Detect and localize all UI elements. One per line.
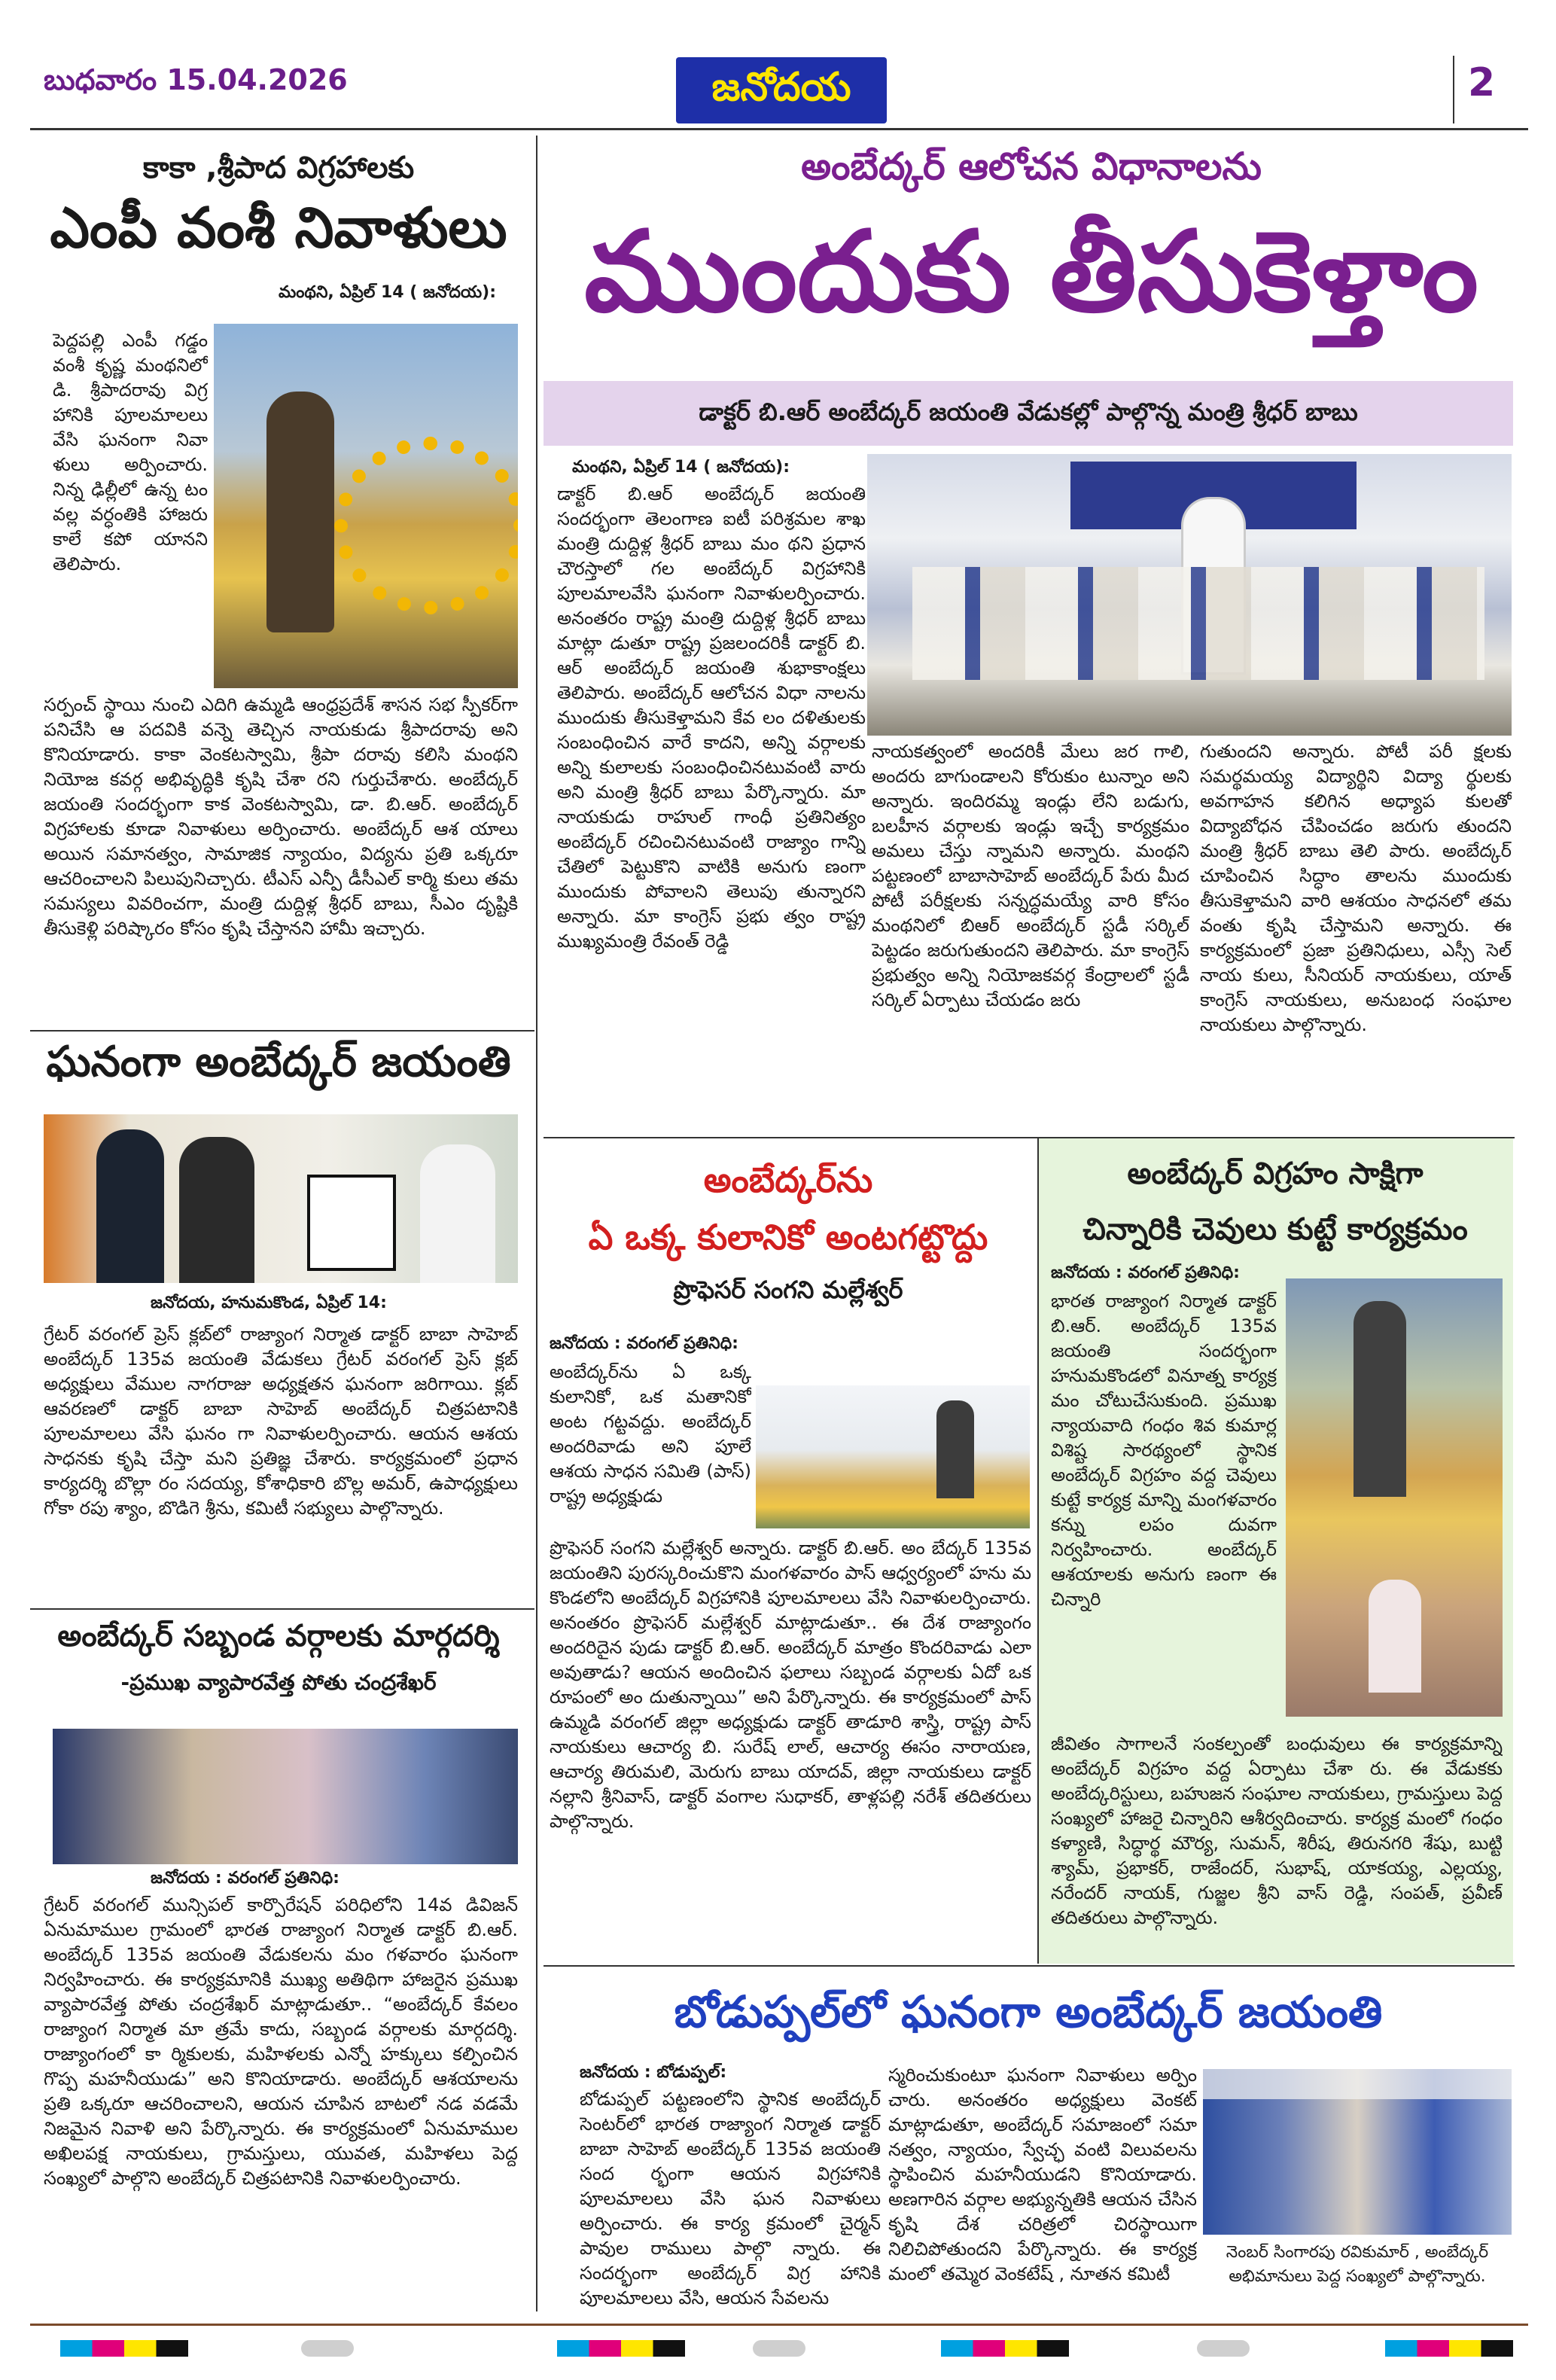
article-kicker: కాకా ,శ్రీపాద విగ్రహాలకు	[142, 151, 415, 185]
lead-body-col3: గుతుందని అన్నారు. పోటీ పరీ క్షలకు సమర్థమయ్య విద్యార్థిని విద్యా ర్థులకు అవగాహన కలిగిన అధ్యాప కులతో విద్యాబోధన చేపించడం జరుగు తుందని మంత్రి శ్రీధర్ బాబు తెలి పారు. అంబేద్కర్ చూపించిన సిద్ధాం తాలను ముందుకు తీసుకెళ్తామని వారి ఆశయం సాధనలో తమ వంతు కృషి చేస్తామని అన్నారు. ఈ కార్యక్రమంలో ప్రజా ప్రతినిధులు, ఎస్సీ సెల్ నాయ కులు, సీనియర్ నాయకులు, యాత్ కాంగ్రెస్ నాయకులు, అనుబంధ సంఘాల నాయకులు పాల్గొన్నారు.	[1200, 741, 1512, 1035]
issue-date: బుధవారం 15.04.2026	[44, 63, 348, 96]
lead-strap-text: డాక్టర్ బి.ఆర్ అంబేద్కర్ జయంతి వేడుకల్లో పాల్గొన్న మంత్రి శ్రీధర్ బాబు	[699, 398, 1358, 426]
registration-mark	[1197, 2340, 1250, 2357]
lead-dateline: మంథని, ఏప్రిల్ 14 ( జనోదయ):	[572, 458, 790, 477]
article-headline: బోడుప్పల్‌లో ఘనంగా అంబేద్కర్ జయంతి	[674, 1986, 1383, 2037]
masthead-logo	[676, 57, 887, 123]
photo-minister-speaking	[867, 454, 1512, 736]
page-number-divider	[1453, 56, 1454, 123]
statue-figure	[1354, 1301, 1406, 1497]
child-figure	[1369, 1580, 1421, 1693]
seated-row	[912, 567, 1484, 680]
article-headline: చిన్నారికి చెవులు కుట్టే కార్యక్రమం	[1083, 1212, 1468, 1247]
article-kicker: అంబేద్కర్ విగ్రహం సాక్షిగా	[1127, 1156, 1424, 1191]
rule-bottom-section	[544, 1965, 1515, 1967]
article-dateline: జనోదయ : వరంగల్ ప్రతినిధి:	[550, 1334, 738, 1353]
color-bar-mid-left	[557, 2340, 685, 2357]
article-body: గ్రేటర్ వరంగల్ మున్సిపల్ కార్పొరేషన్ పరిధిలోని 14వ డివిజన్ ఏనుమాముల గ్రామంలో భారత రాజ్యాంగ నిర్మాత డాక్టర్ బి.ఆర్. అంబేద్కర్ 135వ జయంతి వేడుకలను మం గళవారం ఘనంగా నిర్వహించారు. ఈ కార్యక్రమానికి ముఖ్య అతిథిగా హాజరైన ప్రముఖ వ్యాపారవేత్త పోతు చంద్రశేఖర్ మాట్లాడుతూ.. “అంబేద్కర్ కేవలం రాజ్యాంగ నిర్మాత మా త్రమే కాదు, సబ్బండ వర్గాలకు మార్గదర్శి. రాజ్యాంగంలో కా ర్మికులకు, మహిళలకు ఎన్నో హక్కులు కల్పించిన గొప్ప మహనీయుడు” అని కొనియాడారు. అంబేద్కర్ ఆశయాలను ప్రతి ఒక్కరూ ఆచరించాలని, ఆయన చూపిన బాటలో నడ వడమే నిజమైన నివాళి అని పేర్కొన్నారు. ఈ కార్యక్రమంలో ఏనుమాముల అఖిలపక్ష నాయకులు, గ్రామస్తులు, యువత, మహిళలు పెద్ద సంఖ్యలో పాల్గొని అంబేద్కర్ చిత్రపటానికి నివాళులర్పించారు.	[44, 1894, 518, 2189]
article-body-p1: అంబేద్కర్‌ను ఏ ఒక్క కులానికో, ఒక మతానికో అంట గట్టవద్దు. అంబేద్కర్ అందరివాడు అని పూలే ఆశయ సాధన సమితి (పాస్) రాష్ట్ర అధ్యక్షుడు	[550, 1361, 751, 1507]
statue-figure	[266, 392, 334, 632]
article-body-col1: బోడుప్పల్ పట్టణంలోని స్థానిక అంబేద్కర్ సెంటర్‌లో భారత రాజ్యాంగ నిర్మాత డాక్టర్ బాబా సాహెబ్ అంబేద్కర్ 135వ జయంతి సంద ర్భంగా ఆయన విగ్రహానికి పూలమాలలు వేసి ఘన నివాళులు అర్పించారు. ఈ కార్య క్రమంలో చైర్మన్ పావుల రాములు పాల్గొ న్నారు. ఈ సందర్భంగా అంబేద్కర్ విగ్ర హానికి పూలమాలలు వేసి, ఆయన సేవలను	[580, 2089, 881, 2308]
rule-a3	[30, 1608, 534, 1610]
masthead-title: జనోదయ	[711, 65, 851, 110]
banner	[1203, 2069, 1512, 2099]
photo-press-club-tribute	[44, 1114, 518, 1283]
person-2	[179, 1137, 254, 1283]
article-headline: ఏ ఒక్క కులానికో అంటగట్టొద్దు	[588, 1217, 988, 1257]
footer-rule	[30, 2324, 1528, 2326]
garland	[334, 437, 518, 614]
statue-figure	[936, 1400, 974, 1498]
article-kicker: అంబేద్కర్‌ను	[703, 1160, 873, 1200]
article-body-p2: ప్రొఫెసర్ సంగని మల్లేశ్వర్ అన్నారు. డాక్టర్ బి.ఆర్. అం బేద్కర్ 135వ జయంతిని పురస్కరించుకొని మంగళవారం పాస్ ఆధ్వర్యంలో హను మ కొండలోని అంబేద్కర్ విగ్రహానికి పూలమాలలు వేసి నివాళులర్పించారు. అనంతరం ప్రొఫెసర్ మల్లేశ్వర్ మాట్లాడుతూ.. ఈ దేశ రాజ్యాంగం అందరిదైన పుడు డాక్టర్ బి.ఆర్. అంబేద్కర్ మాత్రం కొందరివాడు ఎలా అవుతాడు? ఆయన అందించిన ఫలాలు సబ్బండ వర్గాలకు ఏదో ఒక రూపంలో అం దుతున్నాయి” అని పేర్కొన్నారు. ఈ కార్యక్రమంలో పాస్ ఉమ్మడి వరంగల్ జిల్లా అధ్యక్షుడు డాక్టర్ తాడూరి శాస్త్రి, రాష్ట్ర పాస్ నాయకులు ఆచార్య బి. సురేష్ లాల్, ఆచార్య ఈసం నారాయణ, ఆచార్య తిరుమలి, మెరుగు బాబు యాదవ్, జిల్లా నాయకులు డాక్టర్ నల్లాని శ్రీనివాస్, డాక్టర్ వంగాల సుధాకర్, తాళ్లపల్లి నరేశ్ తదితరులు పాల్గొన్నారు.	[550, 1537, 1031, 1832]
article-dateline: మంథని, ఏప్రిల్ 14 ( జనోదయ):	[279, 283, 497, 302]
article-dateline: జనోదయ, హనుమకొండ, ఏప్రిల్ 14:	[151, 1294, 387, 1312]
photo-caption: నెంబర్ సింగారపు రవికుమార్ , అంబేద్కర్ అభిమానులు పెద్ద సంఖ్యలో పాల్గొన్నారు.	[1226, 2243, 1489, 2286]
article-subhead: -ప్రముఖ వ్యాపారవేత్త పోతు చంద్రశేఖర్	[120, 1670, 437, 1695]
article-dateline: జనోదయ : బోడుప్పల్:	[580, 2063, 727, 2082]
lead-kicker: అంబేద్కర్ ఆలోచన విధానాలను	[801, 145, 1262, 188]
article-body-p2: జీవితం సాగాలనే సంకల్పంతో బంధువులు ఈ కార్యక్రమాన్ని అంబేద్కర్ విగ్రహం వద్ద ఏర్పాటు చేశా రు. ఈ వేడుకకు అంబేద్కరిస్టులు, బహుజన సంఘాల నాయకులు, గ్రామస్తులు పెద్ద సంఖ్యలో హాజరై చిన్నారిని ఆశీర్వదించారు. కార్యక్ర మంలో గంధం కళ్యాణి, సిద్ధార్థ మౌర్య, సుమన్, శిరీష, తిరునగరి శేషు, బుట్టి శ్యామ్, ప్రభాకర్, రాజేందర్, సుభాష్, యాకయ్య, ఎల్లయ్య, నరేందర్ నాయక్, గుజ్జల శ్రీని వాస్ రెడ్డి, సంపత్, ప్రవీణ్ తదితరులు పాల్గొన్నారు.	[1051, 1733, 1503, 1928]
article-body-p2: సర్పంచ్ స్థాయి నుంచి ఎదిగి ఉమ్మడి ఆంధ్రప్రదేశ్ శాసన సభ స్పీకర్‌గా పనిచేసి ఆ పదవికి వన్నె తెచ్చిన నాయకుడు శ్రీపాదరావు అని కొనియాడారు. కాకా వెంకటస్వామి, శ్రీపా దరావు కలిసి మంథని నియోజ కవర్గ అభివృద్ధికి కృషి చేశా రని గుర్తుచేశారు. అంబేద్కర్ జయంతి సందర్భంగా కాక వెంకటస్వామి, డా. బి.ఆర్. అంబేద్కర్ విగ్రహాలకు కూడా నివాళులు అర్పించారు. అంబేద్కర్ ఆశ యాలు అయిన సమానత్వం, సామాజిక న్యాయం, విద్యను ప్రతి ఒక్కరూ ఆచరించాలని పిలుపునిచ్చారు. టీఎస్ ఎన్పీ డీసీఎల్ కార్మి కులు తమ సమస్యలు వివరించగా, మంత్రి దుద్దిళ్ల శ్రీధర్ బాబు, సీఎం దృష్టికి తీసుకెళ్లి పరిష్కారం కోసం కృషి చేస్తానని హామీ ఇచ్చారు.	[44, 694, 518, 939]
article-dateline: జనోదయ : వరంగల్ ప్రతినిధి:	[151, 1869, 340, 1888]
color-bar-mid-right	[941, 2340, 1069, 2357]
article-headline: ఘనంగా అంబేద్కర్ జయంతి	[46, 1038, 511, 1086]
lead-strap	[544, 381, 1513, 446]
person-1	[96, 1129, 164, 1283]
portrait-frame	[307, 1175, 396, 1271]
lead-body-col2: నాయకత్వంలో అందరికీ మేలు జర గాలి, అందరు బాగుండాలని కోరుకుం టున్నాం అని అన్నారు. ఇందిరమ్మ ఇండ్లు లేని బడుగు, బలహీన వర్గాలకు ఇండ్లు ఇచ్చే కార్యక్రమం అమలు చేస్తు న్నామని అన్నారు. మంథని పట్టణంలో బాబాసాహెబ్ అంబేద్కర్ పేరు మీద పోటీ పరీక్షలకు సన్నద్ధమయ్యే వారి కోసం మంథనిలో బిఆర్ అంబేద్కర్ స్టడీ సర్కిల్ పెట్టడం జరుగుతుందని తెలిపారు. మా కాంగ్రెస్ ప్రభుత్వం అన్ని నియోజకవర్గ కేంద్రాలలో స్టడీ సర్కిల్ ఏర్పాటు చేయడం జరు	[872, 741, 1189, 1010]
registration-mark	[301, 2340, 354, 2357]
photo-mp-garlanding-statue	[214, 324, 518, 688]
registration-mark	[753, 2340, 805, 2357]
article-body: గ్రేటర్ వరంగల్ ప్రెస్ క్లబ్‌లో రాజ్యాంగ నిర్మాత డాక్టర్ బాబా సాహెబ్ అంబేద్కర్ 135వ జయంతి వేడుకలు గ్రేటర్ వరంగల్ ప్రెస్ క్లబ్ అధ్యక్షులు వేముల నాగరాజు అధ్యక్షతన ఘనంగా జరిగాయి. క్లబ్ ఆవరణలో డాక్టర్ బాబా సాహెబ్ అంబేద్కర్ చిత్రపటానికి పూలమాలలు వేసి ఘనం గా నివాళులర్పించారు. ఆయన ఆశయ సాధనకు కృషి చేస్తా మని ప్రతిజ్ఞ చేశారు. కార్యక్రమంలో ప్రధాన కార్యదర్శి బొల్లా రం సదయ్య, కోశాధికారి బొల్ల అమర్, ఉపాధ్యక్షులు గోకా రపు శ్యాం, బొడిగె శ్రీను, కమిటీ సభ్యులు పాల్గొన్నారు.	[44, 1324, 518, 1519]
header-rule	[30, 128, 1528, 130]
article-body-p1: భారత రాజ్యాంగ నిర్మాత డాక్టర్ బి.ఆర్. అంబేద్కర్ 135వ జయంతి సందర్భంగా హనుమకొండలో వినూత్న కార్యక్ర మం చోటుచేసుకుంది. ప్రముఖ న్యాయవాది గంధం శివ కుమార్ల విశిష్ట సారథ్యంలో స్థానిక అంబేద్కర్ విగ్రహం వద్ద చెవులు కుట్టే కార్యక్ర మాన్ని మంగళవారం కన్ను లపం దువగా నిర్వహించారు. అంబేద్కర్ ఆశయాలకు అనుగు ణంగా ఈ చిన్నారి	[1051, 1291, 1277, 1610]
photo-boduppal-gathering	[1203, 2069, 1512, 2235]
photo-enumamula-event	[53, 1729, 518, 1864]
lead-body-col1: డాక్టర్ బి.ఆర్ అంబేద్కర్ జయంతి సందర్భంగా తెలంగాణ ఐటీ పరిశ్రమల శాఖ మంత్రి దుద్దిళ్ల శ్రీధర్ బాబు మం థని ప్రధాన చౌరస్తాలో గల అంబేద్కర్ విగ్రహానికి పూలమాలవేసి ఘనంగా నివాళులర్పించారు. అనంతరం రాష్ట్ర మంత్రి దుద్దిళ్ల శ్రీధర్ బాబు మాట్లా డుతూ రాష్ట్ర ప్రజలందరికీ డాక్టర్ బి. ఆర్ అంబేద్కర్ జయంతి శుభాకాంక్షలు తెలిపారు. అంబేద్కర్ ఆలోచన విధా నాలను ముందుకు తీసుకెళ్తామని కేవ లం దళితులకు సంబంధించిన వారే కాదని, అన్ని వర్గాలకు అన్ని కులాలకు సంబంధించినటువంటి వారు అని మంత్రి శ్రీధర్ బాబు పేర్కొన్నారు. మా నాయకుడు రాహుల్ గాంధీ ప్రతినిత్యం అంబేద్కర్ రచించినటువంటి రాజ్యాం గాన్ని చేతిలో పెట్టుకొని వాటికి అనుగు ణంగా ముందుకు పోవాలని తెలుపు తున్నారని అన్నారు. మా కాంగ్రెస్ ప్రభు త్వం రాష్ట్ర ముఖ్యమంత్రి రేవంత్ రెడ్డి	[557, 483, 866, 952]
lead-headline: ముందుకు తీసుకెళ్తాం	[584, 207, 1478, 337]
article-headline: అంబేద్కర్ సబ్బండ వర్గాలకు మార్గదర్శి	[57, 1619, 500, 1653]
person-3	[420, 1144, 495, 1283]
article-dateline: జనోదయ : వరంగల్ ప్రతినిధి:	[1051, 1263, 1240, 1282]
photo-ear-piercing-ceremony	[1286, 1278, 1503, 1717]
article-body-col2: స్మరించుకుంటూ ఘనంగా నివాళులు అర్పిం చారు. అనంతరం అధ్యక్షులు వెంకట్ మాట్లాడుతూ, అంబేద్కర్ సమాజంలో సమా నత్వం, న్యాయం, స్వేచ్ఛ వంటి విలువలను స్థాపించిన మహనీయుడని కొనియాడారు. అణగారిన వర్గాల అభ్యున్నతికి ఆయన చేసిన కృషి దేశ చరిత్రలో చిరస్థాయిగా నిలిచిపోతుందని పేర్కొన్నారు. ఈ కార్యక్ర మంలో తమ్మెర వెంకటేష్ , నూతన కమిటీ	[888, 2065, 1197, 2284]
color-bar-left	[60, 2340, 188, 2357]
article-body-p1: పెద్దపల్లి ఎంపీ గడ్డం వంశీ కృష్ణ మంథనిలో డి. శ్రీపాదరావు విగ్ర హానికి పూలమాలలు వేసి ఘనంగా నివా ళులు అర్పించారు. నిన్న ఢిల్లీలో ఉన్న టం వల్ల వర్ధంతికి హాజరు కాలే కపో యానని తెలిపారు.	[53, 330, 208, 574]
page-number: 2	[1468, 60, 1496, 105]
column-divider-left	[536, 136, 537, 2311]
article-byline: ప్రొఫెసర్ సంగని మల్లేశ్వర్	[673, 1275, 903, 1304]
photo-pas-garlanding	[756, 1385, 1030, 1528]
article-headline: ఎంపీ వంశీ నివాళులు	[50, 196, 507, 261]
color-bar-right	[1385, 2340, 1513, 2357]
rule-a2	[30, 1030, 534, 1032]
